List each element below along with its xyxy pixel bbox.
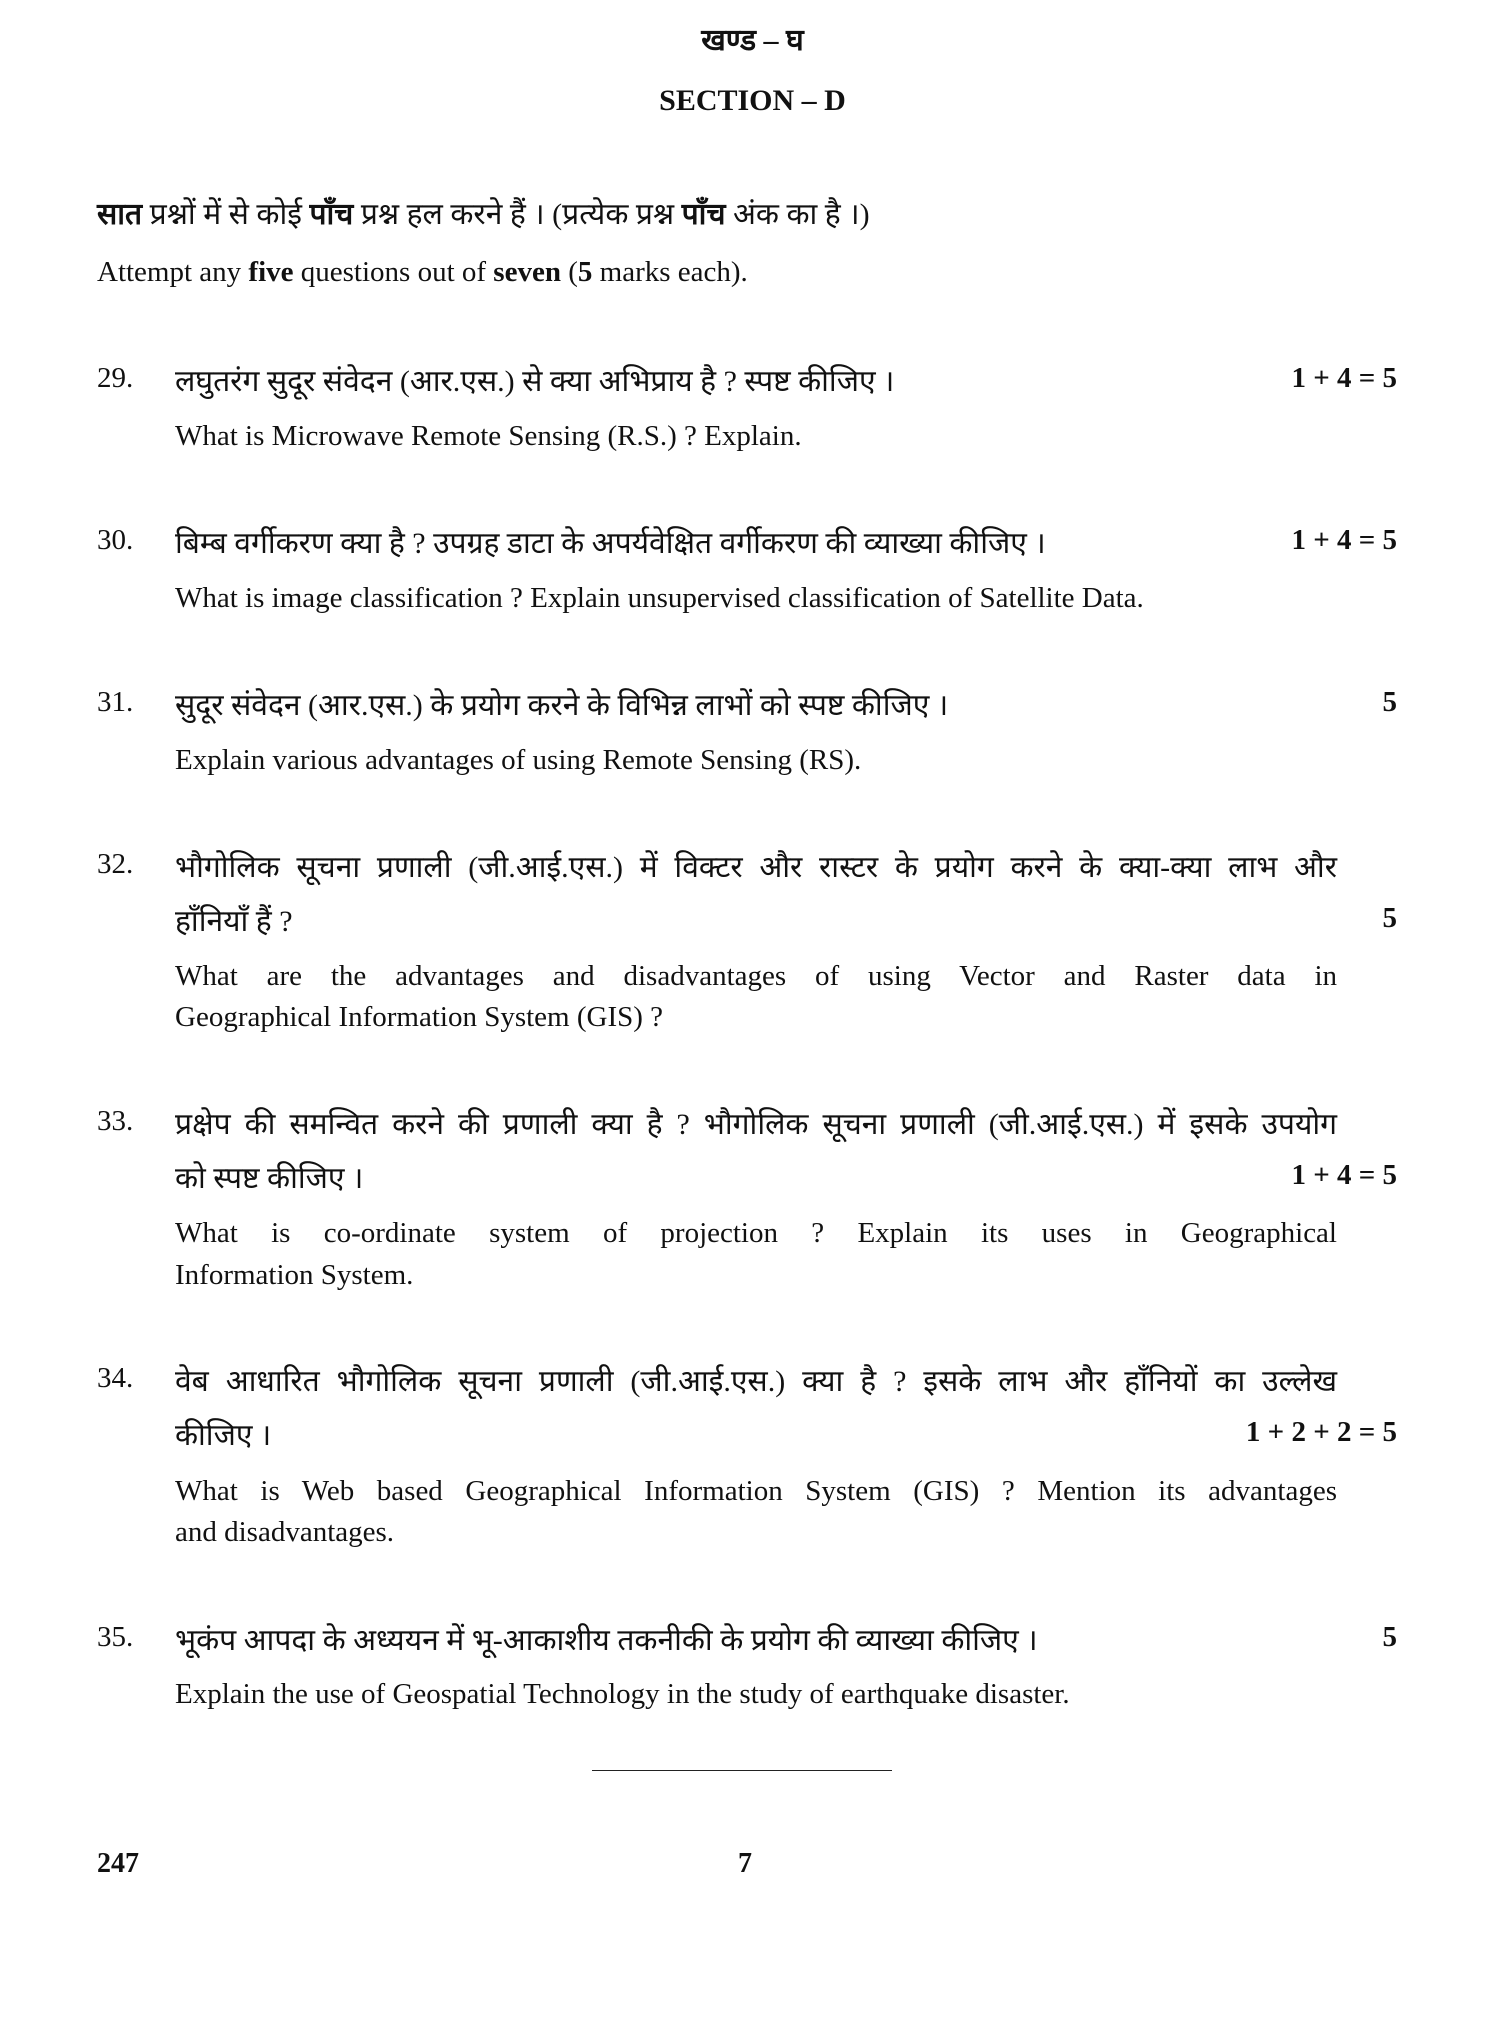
question-number: 35. <box>97 1621 134 1653</box>
instruction-text: प्रश्नों में से कोई <box>142 198 310 231</box>
question-number: 30. <box>97 524 134 556</box>
question-text-hindi-cont: कीजिए । <box>175 1419 272 1452</box>
question-text-hindi: लघुतरंग सुदूर संवेदन (आर.एस.) से क्या अभिप्राय है ? स्पष्ट कीजिए । <box>175 365 895 398</box>
question-text-hindi: सुदूर संवेदन (आर.एस.) के प्रयोग करने के विभिन्न लाभों को स्पष्ट कीजिए । <box>175 689 949 722</box>
question-text-hindi: भौगोलिक सूचना प्रणाली (जी.आई.एस.) में विक्टर और रास्टर के प्रयोग करने के क्या-क्या लाभ और <box>175 851 1337 884</box>
question-number: 31. <box>97 686 134 718</box>
question-text-english-cont: and disadvantages. <box>175 1516 395 1548</box>
question-text-english: What are the advantages and disadvantages of using Vector and Raster data in <box>175 960 1337 992</box>
question-marks: 5 <box>1382 686 1397 718</box>
instruction-emphasis: 5 <box>577 256 593 288</box>
question-marks: 5 <box>1382 902 1397 934</box>
question-text-hindi: प्रक्षेप की समन्वित करने की प्रणाली क्या है ? भौगोलिक सूचना प्रणाली (जी.आई.एस.) में इसके उपयोग <box>175 1108 1337 1141</box>
instruction-hindi <box>97 192 870 233</box>
instruction-emphasis: पाँच <box>309 198 354 231</box>
question-text-english-cont: Information System. <box>175 1259 414 1291</box>
instruction-text: questions out of <box>293 256 494 288</box>
question-number: 32. <box>97 848 134 880</box>
question-text-english: What is image classification ? Explain unsupervised classification of Satellite Data. <box>175 582 1144 614</box>
question-text-english: Explain the use of Geospatial Technology in the study of earthquake disaster. <box>175 1678 1070 1710</box>
question-text-hindi: वेब आधारित भौगोलिक सूचना प्रणाली (जी.आई.एस.) क्या है ? इसके लाभ और हाँनियों का उल्लेख <box>175 1365 1337 1398</box>
instruction-emphasis: पाँच <box>681 198 726 231</box>
question-marks: 1 + 4 = 5 <box>1291 1159 1397 1191</box>
question-marks: 5 <box>1382 1621 1397 1653</box>
instruction-emphasis: five <box>248 256 294 288</box>
instruction-emphasis: सात <box>97 198 143 231</box>
question-text-english: Explain various advantages of using Remote Sensing (RS). <box>175 744 862 776</box>
instruction-text: Attempt any <box>97 256 249 288</box>
question-text-hindi: भूकंप आपदा के अध्ययन में भू-आकाशीय तकनीकी के प्रयोग की व्याख्या कीजिए । <box>175 1624 1038 1657</box>
section-title-hindi: खण्ड – घ <box>701 24 804 57</box>
question-text-english: What is Microwave Remote Sensing (R.S.) ? Explain. <box>175 420 802 452</box>
question-marks: 1 + 4 = 5 <box>1291 524 1397 556</box>
question-marks: 1 + 2 + 2 = 5 <box>1245 1416 1397 1448</box>
instruction-text: अंक का है ।) <box>725 198 870 231</box>
instruction-english <box>97 256 748 289</box>
question-text-english-cont: Geographical Information System (GIS) ? <box>175 1001 664 1033</box>
page-number: 7 <box>738 1848 752 1879</box>
question-number: 33. <box>97 1105 134 1137</box>
question-text-english: What is Web based Geographical Information System (GIS) ? Mention its advantages <box>175 1475 1337 1507</box>
instruction-text: प्रश्न हल करने हैं । (प्रत्येक प्रश्न <box>353 198 682 231</box>
paper-code: 247 <box>97 1848 139 1879</box>
end-divider <box>592 1770 892 1771</box>
instruction-text: marks each). <box>592 256 748 288</box>
question-marks: 1 + 4 = 5 <box>1291 362 1397 394</box>
question-number: 34. <box>97 1362 134 1394</box>
question-text-hindi: बिम्ब वर्गीकरण क्या है ? उपग्रह डाटा के अपर्यवेक्षित वर्गीकरण की व्याख्या कीजिए । <box>175 527 1046 560</box>
question-text-hindi-cont: हाँनियाँ हैं ? <box>175 905 293 938</box>
section-title-english: SECTION – D <box>659 84 846 117</box>
question-text-hindi-cont: को स्पष्ट कीजिए । <box>175 1162 364 1195</box>
instruction-emphasis: seven <box>493 256 561 288</box>
question-number: 29. <box>97 362 134 394</box>
question-text-english: What is co-ordinate system of projection ? Explain its uses in Geographical <box>175 1217 1337 1249</box>
instruction-text: ( <box>560 256 578 288</box>
